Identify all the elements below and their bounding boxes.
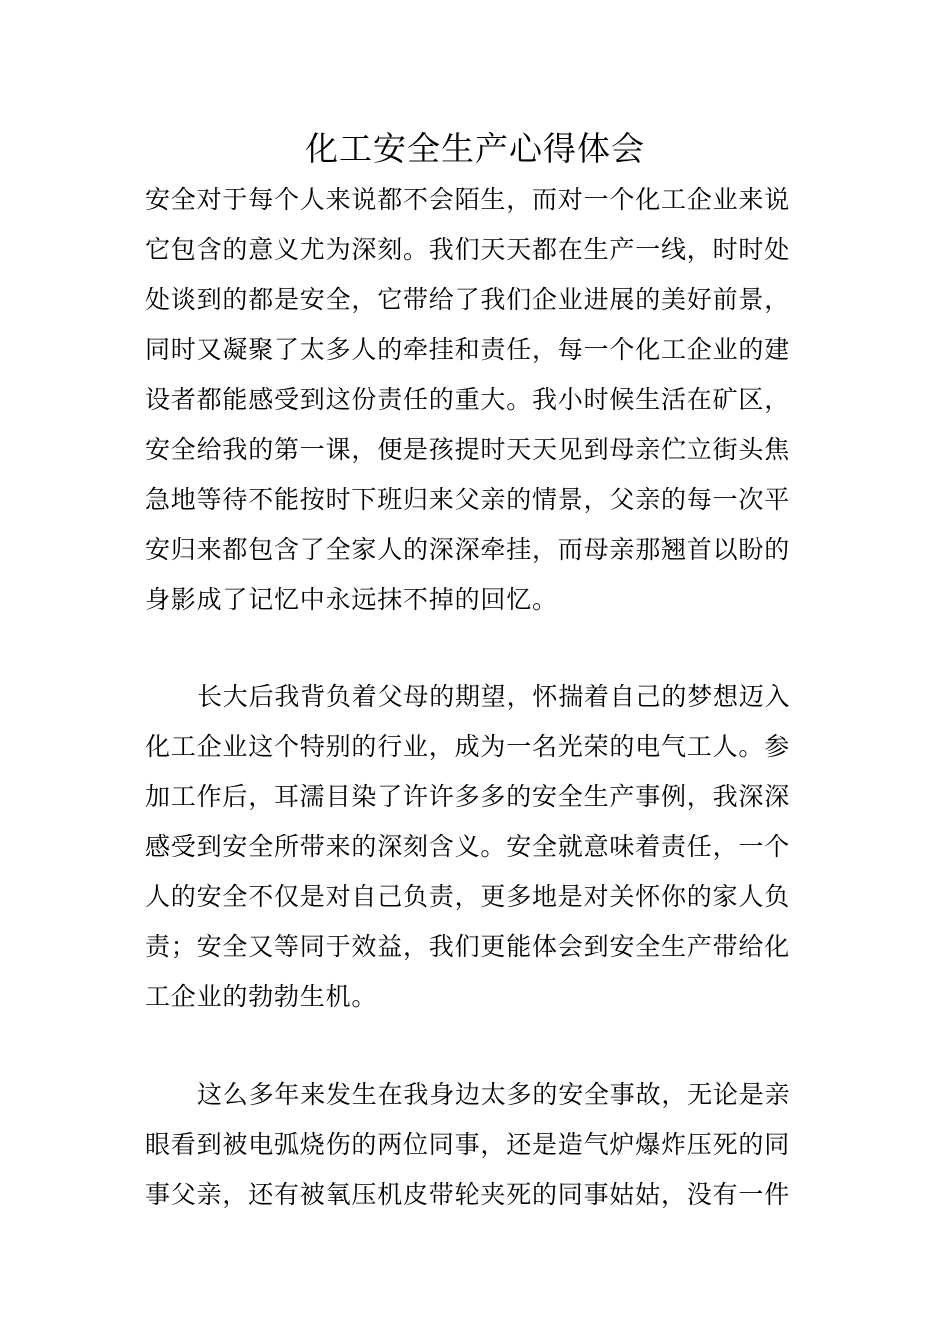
paragraph-line: 安全给我的第一课，便是孩提时天天见到母亲伫立街头焦 [145,435,791,464]
paragraph-3 [145,1070,805,1220]
paragraph-line: 事父亲，还有被氧压机皮带轮夹死的同事姑姑，没有一件 [145,1180,791,1209]
paragraph-line: 这么多年来发生在我身边太多的安全事故，无论是亲 [197,1080,791,1109]
paragraph-line: 眼看到被电弧烧伤的两位同事，还是造气炉爆炸压死的同 [145,1130,791,1159]
paragraph-1 [145,175,805,625]
paragraph-line: 处谈到的都是安全，它带给了我们企业进展的美好前景， [145,285,791,314]
paragraph-line: 责；安全又等同于效益，我们更能体会到安全生产带给化 [145,932,791,961]
paragraph-line: 急地等待不能按时下班归来父亲的情景，父亲的每一次平 [145,485,791,514]
paragraph-line: 它包含的意义尤为深刻。我们天天都在生产一线，时时处 [145,235,791,264]
paragraph-line: 同时又凝聚了太多人的牵挂和责任，每一个化工企业的建 [145,335,791,364]
paragraph-line: 工企业的勃勃生机。 [145,982,378,1011]
paragraph-line: 感受到安全所带来的深刻含义。安全就意味着责任，一个 [145,832,791,861]
paragraph-line: 人的安全不仅是对自己负责，更多地是对关怀你的家人负 [145,882,791,911]
paragraph-line: 安归来都包含了全家人的深深牵挂，而母亲那翘首以盼的 [145,535,791,564]
paragraph-line: 身影成了记忆中永远抹不掉的回忆。 [145,585,558,614]
paragraph-line: 长大后我背负着父母的期望，怀揣着自己的梦想迈入 [197,682,791,711]
paragraph-line: 设者都能感受到这份责任的重大。我小时候生活在矿区， [145,385,791,414]
paragraph-line: 安全对于每个人来说都不会陌生，而对一个化工企业来说 [145,185,791,214]
paragraph-line: 加工作后，耳濡目染了许许多多的安全生产事例，我深深 [145,782,791,811]
document-title: 化工安全生产心得体会 [305,129,645,168]
paragraph-2 [145,672,805,1022]
paragraph-line: 化工企业这个特别的行业，成为一名光荣的电气工人。参 [145,732,791,761]
